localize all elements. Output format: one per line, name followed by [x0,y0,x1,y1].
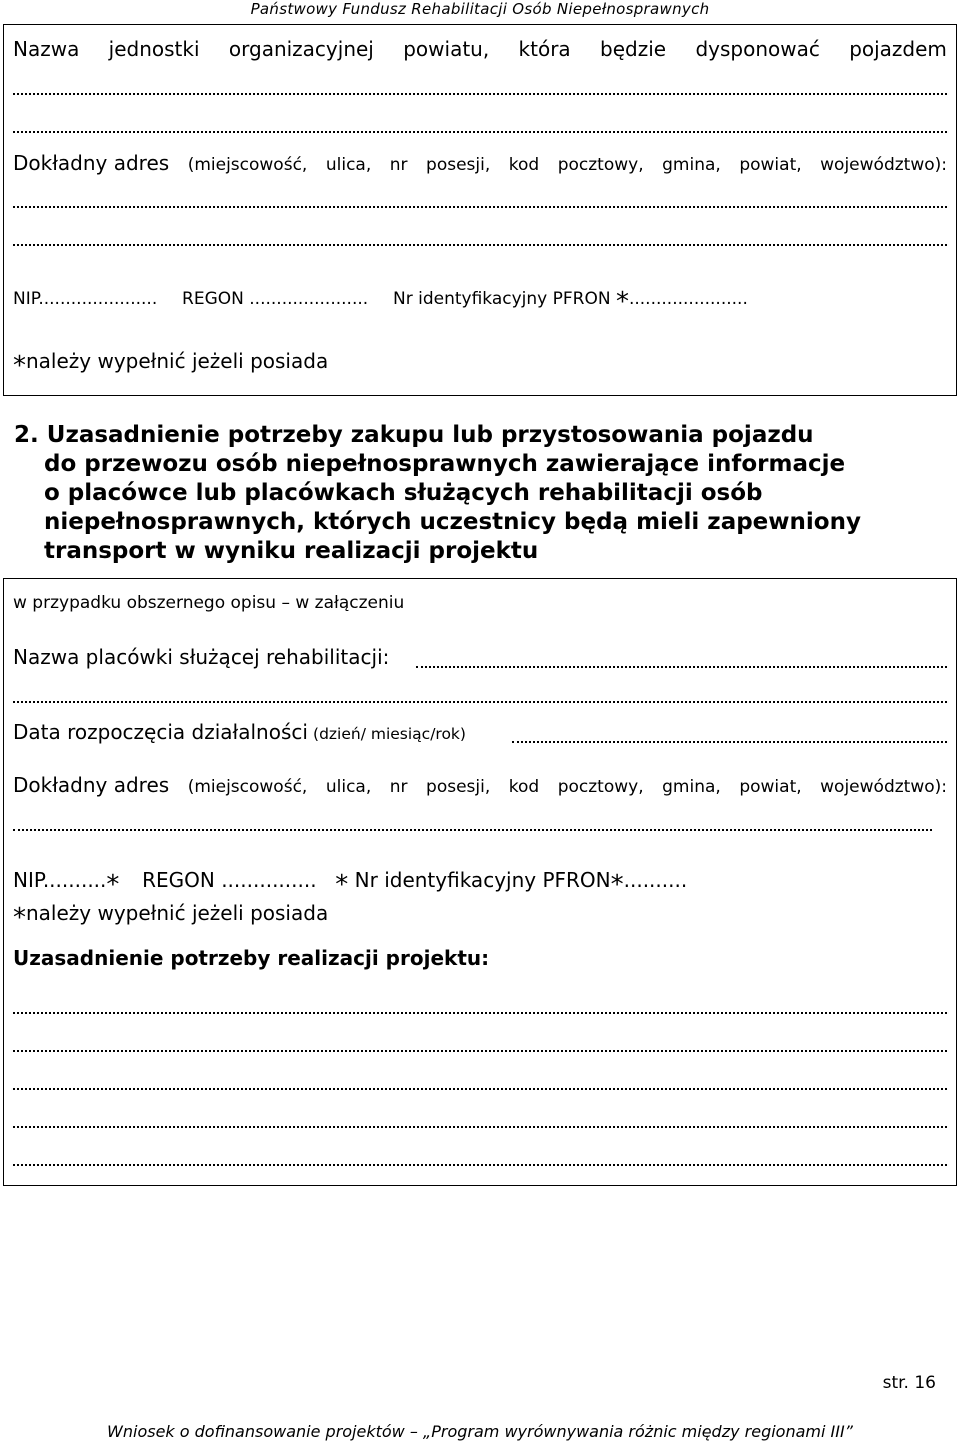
unit-name-field-line-1[interactable] [13,93,947,95]
unit-address-field-line-1[interactable] [13,206,947,208]
asterisk-mark: * [13,903,26,933]
nip-field[interactable]: .......... [42,868,107,892]
start-date-field[interactable] [512,741,947,743]
justification-label: Uzasadnienie potrzeby realizacji projektu: [13,946,490,970]
pfron-label: Nr identyfikacyjny PFRON [354,868,611,892]
asterisk-mark: * [610,870,624,900]
justification-field-line-2[interactable] [13,1050,947,1052]
nip-field[interactable]: ...................... [38,289,158,309]
pfron-field[interactable]: .......... [623,868,688,892]
regon-label: REGON [142,868,215,892]
facility-ids-row [13,868,687,900]
facility-info-box [3,578,957,1186]
section-number: 2. [14,422,39,448]
attachment-note: w przypadku obszernego opisu – w załączeniu [13,593,405,613]
regon-field[interactable]: ...................... [249,289,369,309]
start-date-label: Data rozpoczęcia działalności (dzień/ miesiąc/rok) [13,720,466,744]
asterisk-mark: * [106,870,120,900]
regon-label: REGON [182,289,244,309]
unit-ids-row [13,287,748,317]
asterisk-mark: * [13,351,26,381]
unit-name-field-line-2[interactable] [13,131,947,133]
facility-address-label: Dokładny adres (miejscowość, ulica, nr posesji, kod pocztowy, gmina, powiat, województwo): [13,773,947,797]
page-header: Państwowy Fundusz Rehabilitacji Osób Niepełnosprawnych [250,0,710,18]
nip-label: NIP [13,289,39,309]
justification-field-line-4[interactable] [13,1126,947,1128]
unit-address-field-line-2[interactable] [13,244,947,246]
regon-field[interactable]: ............... [221,868,317,892]
justification-field-line-3[interactable] [13,1088,947,1090]
asterisk-mark: * [335,870,349,900]
page-footer: Wniosek o dofinansowanie projektów – „Program wyrównywania różnic między regionami III” [107,1422,853,1441]
optional-note: *należy wypełnić jeżeli posiada [13,349,329,381]
unit-address-label: Dokładny adres (miejscowość, ulica, nr posesji, kod pocztowy, gmina, powiat, województwo): [13,151,947,175]
facility-name-field-line-2[interactable] [13,701,947,703]
unit-info-box [3,24,957,396]
facility-name-label: Nazwa placówki służącej rehabilitacji: [13,645,390,669]
asterisk-mark: * [615,287,629,317]
pfron-label: Nr identyfikacyjny PFRON [392,289,611,309]
justification-field-line-1[interactable] [13,1012,947,1014]
nip-label: NIP [13,868,43,892]
unit-name-label: Nazwa jednostki organizacyjnej powiatu, która będzie dysponować pojazdem [13,37,947,61]
facility-address-field[interactable] [13,829,932,831]
page-number: str. 16 [882,1373,936,1393]
facility-name-field-line-1[interactable] [416,666,947,668]
justification-field-line-5[interactable] [13,1164,947,1166]
pfron-field[interactable]: ...................... [628,289,748,309]
section-2-title: 2. Uzasadnienie potrzeby zakupu lub przystosowania pojazdu do przewozu osób niepełnosprawnych zawierające informacje o placówce lub placówkach służących rehabilitacji osób niepełnosprawnych, których uczestnicy będą mieli zapewniony transport w wyniku realizacji projektu [14,422,861,564]
optional-note: *należy wypełnić jeżeli posiada [13,901,329,933]
